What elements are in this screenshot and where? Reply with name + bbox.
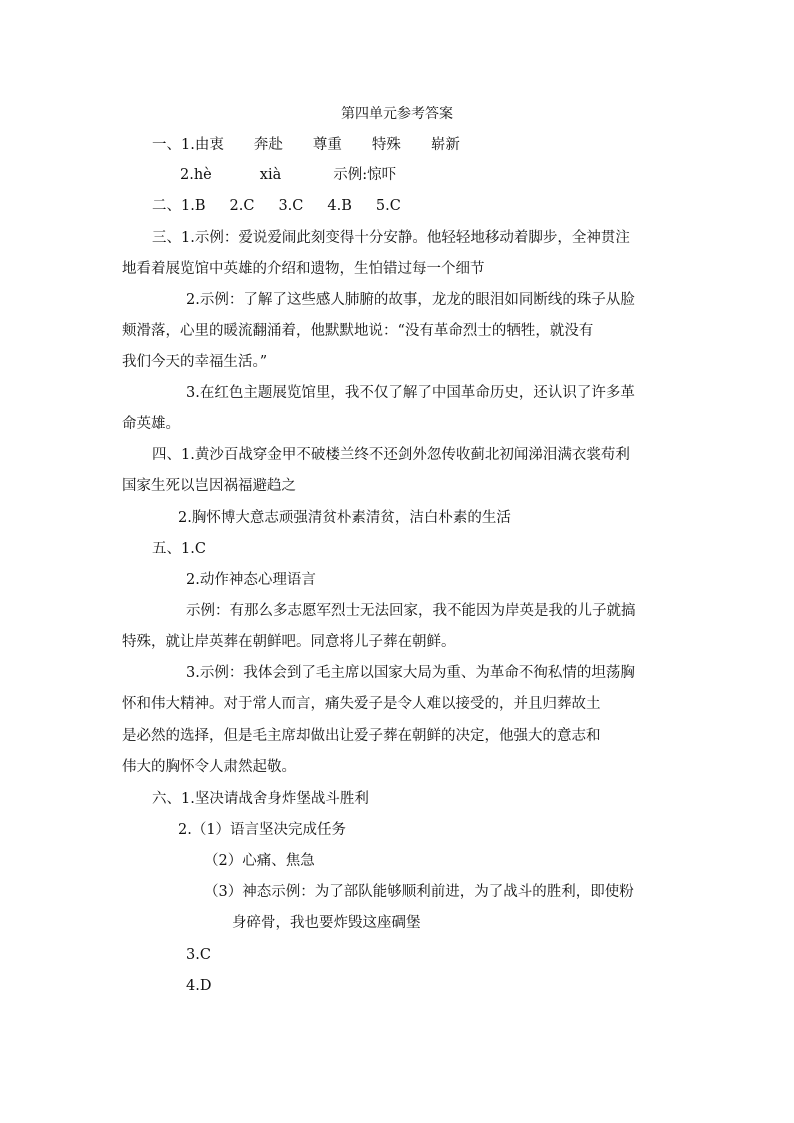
s6-line-2c-2: 身碎骨，我也要炸毁这座碉堡: [232, 915, 421, 931]
pinyin-1: 2.hè: [180, 167, 212, 183]
s1-line-1: [152, 134, 460, 156]
s3-line-2b: 颊滑落，心里的暖流翻涌着，他默默地说：“没有革命烈士的牺牲，就没有: [122, 323, 594, 339]
s3-line-1a: 三、1.示例：爱说爱闹此刻变得十分安静。他轻轻地移动着脚步，全神贯注: [152, 230, 630, 246]
s5-line-1: 五、1.C: [152, 541, 206, 557]
s1-word-2: 奔赴: [253, 137, 283, 153]
example-word: 示例:惊吓: [333, 167, 397, 183]
s5-example-2: 特殊，就让岸英葬在朝鲜吧。同意将儿子葬在朝鲜。: [122, 634, 456, 650]
s6-line-1: 六、1.坚决请战舍身炸堡战斗胜利: [152, 791, 369, 807]
s3-line-2a: 2.示例：了解了这些感人肺腑的故事，龙龙的眼泪如同断线的珠子从脸: [186, 292, 635, 308]
s1-word-3: 尊重: [312, 137, 342, 153]
s2-answer-3: 3.C: [278, 198, 304, 214]
s6-line-2b: （2）心痛、焦急: [204, 853, 315, 869]
s1-word-5: 崭新: [430, 137, 460, 153]
page-title: 第四单元参考答案: [341, 106, 453, 122]
s2-answer-2: 2.C: [229, 198, 255, 214]
s3-line-3a: 3.在红色主题展览馆里，我不仅了解了中国革命历史，还认识了许多革: [186, 385, 635, 401]
s4-line-2: 2.胸怀博大意志顽强清贫朴素清贫，洁白朴素的生活: [178, 510, 511, 526]
s2-line: [152, 195, 401, 217]
s6-line-2c-1: （3）神态示例：为了部队能够顺利前进，为了战斗的胜利，即使粉: [204, 884, 634, 900]
s3-line-1b: 地看着展览馆中英雄的介绍和遗物，生怕错过每一个细节: [122, 261, 485, 277]
s1-word-4: 特殊: [371, 137, 401, 153]
s2-answer-1: 二、1.B: [152, 198, 206, 214]
s2-answer-4: 4.B: [327, 198, 352, 214]
s5-line-3d: 伟大的胸怀令人肃然起敬。: [122, 759, 296, 775]
s3-line-2c: 我们今天的幸福生活。”: [122, 354, 268, 370]
s4-line-1a: 四、1.黄沙百战穿金甲不破楼兰终不还剑外忽传收蓟北初闻涕泪满衣裳苟利: [152, 447, 630, 463]
s5-line-2: 2.动作神态心理语言: [186, 572, 316, 588]
s5-example-1: 示例：有那么多志愿军烈士无法回家，我不能因为岸英是我的儿子就搞: [186, 603, 636, 619]
s6-line-4: 4.D: [186, 978, 212, 994]
s3-line-3b: 命英雄。: [122, 416, 180, 432]
s1-word-1: 一、1.由衷: [152, 137, 224, 153]
s6-line-2: 2.（1）语言坚决完成任务: [178, 822, 347, 838]
pinyin-2: xià: [259, 167, 282, 183]
s5-line-3a: 3.示例：我体会到了毛主席以国家大局为重、为革命不徇私情的坦荡胸: [186, 665, 635, 681]
s1-line-2: [180, 164, 396, 186]
s5-line-3b: 怀和伟大精神。对于常人而言，痛失爱子是令人难以接受的，并且归葬故土: [122, 696, 601, 712]
s2-answer-5: 5.C: [375, 198, 401, 214]
s4-line-1b: 国家生死以岂因祸福避趋之: [122, 478, 296, 494]
s6-line-3: 3.C: [186, 947, 211, 963]
s5-line-3c: 是必然的选择，但是毛主席却做出让爱子葬在朝鲜的决定，他强大的意志和: [122, 728, 601, 744]
